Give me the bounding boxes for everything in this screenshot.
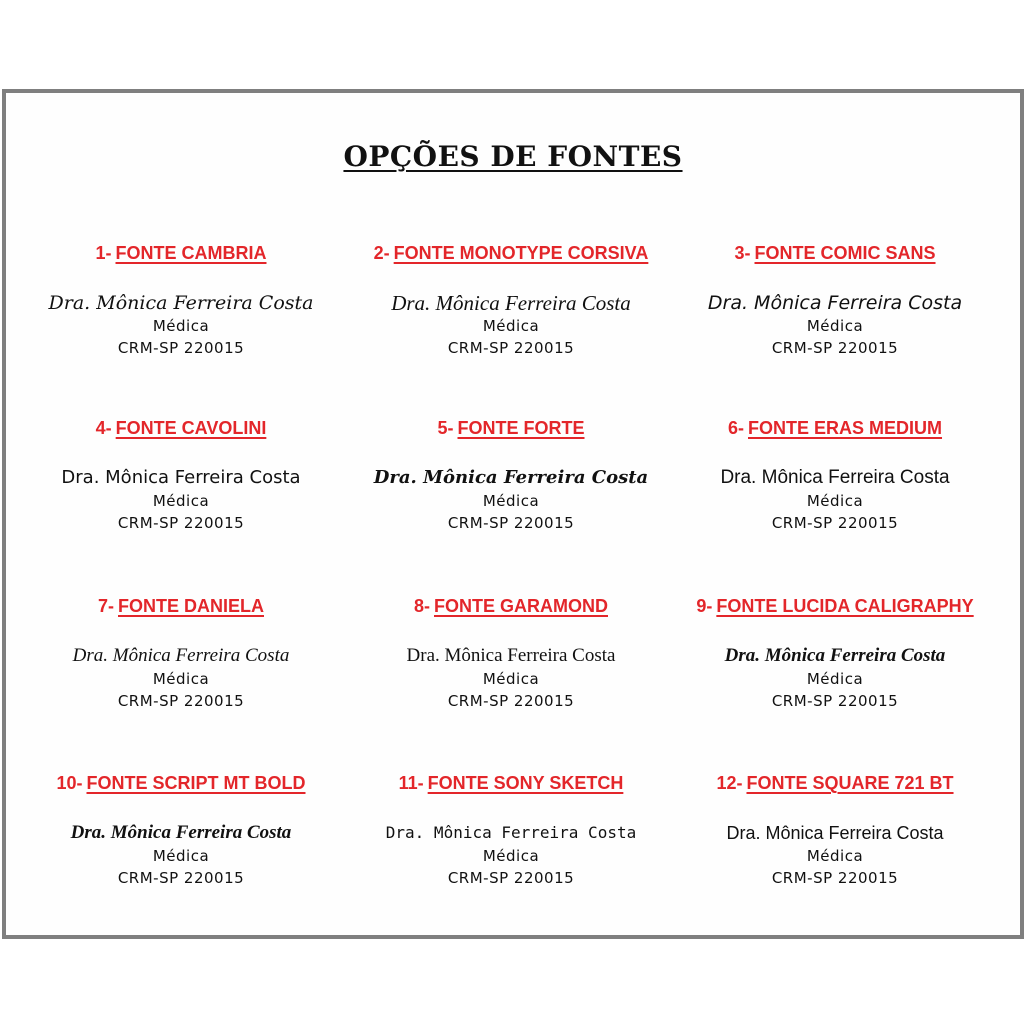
- doctor-crm: CRM-SP 220015: [447, 692, 575, 710]
- font-option-4: [12, 416, 350, 534]
- font-option-label: 9- FONTE LUCIDA CALIGRAPHY: [696, 596, 974, 616]
- doctor-name: Dra. Mônica Ferreira Costa: [373, 467, 649, 488]
- font-option-11: [342, 771, 680, 889]
- font-option-label: 6- FONTE ERAS MEDIUM: [727, 418, 943, 438]
- doctor-role: Médica: [482, 317, 540, 335]
- doctor-name: Dra. Mônica Ferreira Costa: [48, 292, 314, 314]
- font-option-label: 10- FONTE SCRIPT MT BOLD: [56, 773, 306, 793]
- stamp-preview: [12, 291, 350, 359]
- doctor-crm: CRM-SP 220015: [447, 339, 575, 357]
- doctor-role: Médica: [152, 847, 210, 865]
- doctor-name: Dra. Mônica Ferreira Costa: [707, 292, 963, 314]
- stamp-preview: [666, 466, 1004, 534]
- stamp-preview: [342, 644, 680, 712]
- doctor-name: Dra. Mônica Ferreira Costa: [391, 291, 631, 315]
- doctor-name: Dra. Mônica Ferreira Costa: [726, 823, 944, 843]
- font-options-grid: [6, 93, 1020, 935]
- doctor-crm: CRM-SP 220015: [117, 514, 245, 532]
- font-option-8: [342, 594, 680, 712]
- doctor-role: Médica: [152, 317, 210, 335]
- font-option-5: [342, 416, 680, 534]
- font-option-6: [666, 416, 1004, 534]
- doctor-name: Dra. Mônica Ferreira Costa: [720, 467, 950, 488]
- font-option-label: 11- FONTE SONY SKETCH: [398, 773, 624, 793]
- doctor-crm: CRM-SP 220015: [117, 692, 245, 710]
- font-option-12: [666, 771, 1004, 889]
- font-option-label: 5- FONTE FORTE: [437, 418, 585, 438]
- font-option-label: 2- FONTE MONOTYPE CORSIVA: [373, 243, 649, 263]
- font-option-label: 4- FONTE CAVOLINI: [95, 418, 267, 438]
- font-option-9: [666, 594, 1004, 712]
- stamp-preview: [342, 466, 680, 534]
- font-option-10: [12, 771, 350, 889]
- doctor-role: Médica: [482, 670, 540, 688]
- stamp-preview: [12, 821, 350, 889]
- font-option-label: 8- FONTE GARAMOND: [413, 596, 608, 616]
- font-option-label: 12- FONTE SQUARE 721 BT: [716, 773, 954, 793]
- doctor-role: Médica: [806, 847, 864, 865]
- stamp-preview: [12, 644, 350, 712]
- doctor-role: Médica: [806, 317, 864, 335]
- stamp-preview: [342, 291, 680, 359]
- doctor-name: Dra. Mônica Ferreira Costa: [385, 823, 637, 842]
- doctor-crm: CRM-SP 220015: [447, 514, 575, 532]
- doctor-name: Dra. Mônica Ferreira Costa: [72, 645, 290, 666]
- font-option-label: 7- FONTE DANIELA: [97, 596, 264, 616]
- doctor-role: Médica: [152, 670, 210, 688]
- doctor-crm: CRM-SP 220015: [771, 692, 899, 710]
- options-frame: [2, 89, 1024, 939]
- font-option-3: [666, 241, 1004, 359]
- doctor-role: Médica: [806, 670, 864, 688]
- doctor-name: Dra. Mônica Ferreira Costa: [70, 822, 292, 843]
- font-option-7: [12, 594, 350, 712]
- font-option-label: 1- FONTE CAMBRIA: [95, 243, 267, 263]
- doctor-crm: CRM-SP 220015: [771, 514, 899, 532]
- stamp-preview: [342, 821, 680, 889]
- doctor-crm: CRM-SP 220015: [771, 339, 899, 357]
- stamp-preview: [666, 291, 1004, 359]
- doctor-crm: CRM-SP 220015: [771, 869, 899, 887]
- doctor-name: Dra. Mônica Ferreira Costa: [724, 645, 946, 666]
- doctor-crm: CRM-SP 220015: [117, 339, 245, 357]
- font-option-1: [12, 241, 350, 359]
- doctor-name: Dra. Mônica Ferreira Costa: [61, 467, 301, 488]
- doctor-name: Dra. Mônica Ferreira Costa: [406, 645, 616, 666]
- doctor-role: Médica: [482, 492, 540, 510]
- doctor-crm: CRM-SP 220015: [447, 869, 575, 887]
- font-option-2: [342, 241, 680, 359]
- page-title: OPÇÕES DE FONTES: [343, 140, 683, 173]
- doctor-role: Médica: [482, 847, 540, 865]
- font-option-label: 3- FONTE COMIC SANS: [734, 243, 936, 263]
- stamp-preview: [666, 644, 1004, 712]
- doctor-role: Médica: [806, 492, 864, 510]
- doctor-crm: CRM-SP 220015: [117, 869, 245, 887]
- doctor-role: Médica: [152, 492, 210, 510]
- stamp-preview: [12, 466, 350, 534]
- stamp-preview: [666, 821, 1004, 889]
